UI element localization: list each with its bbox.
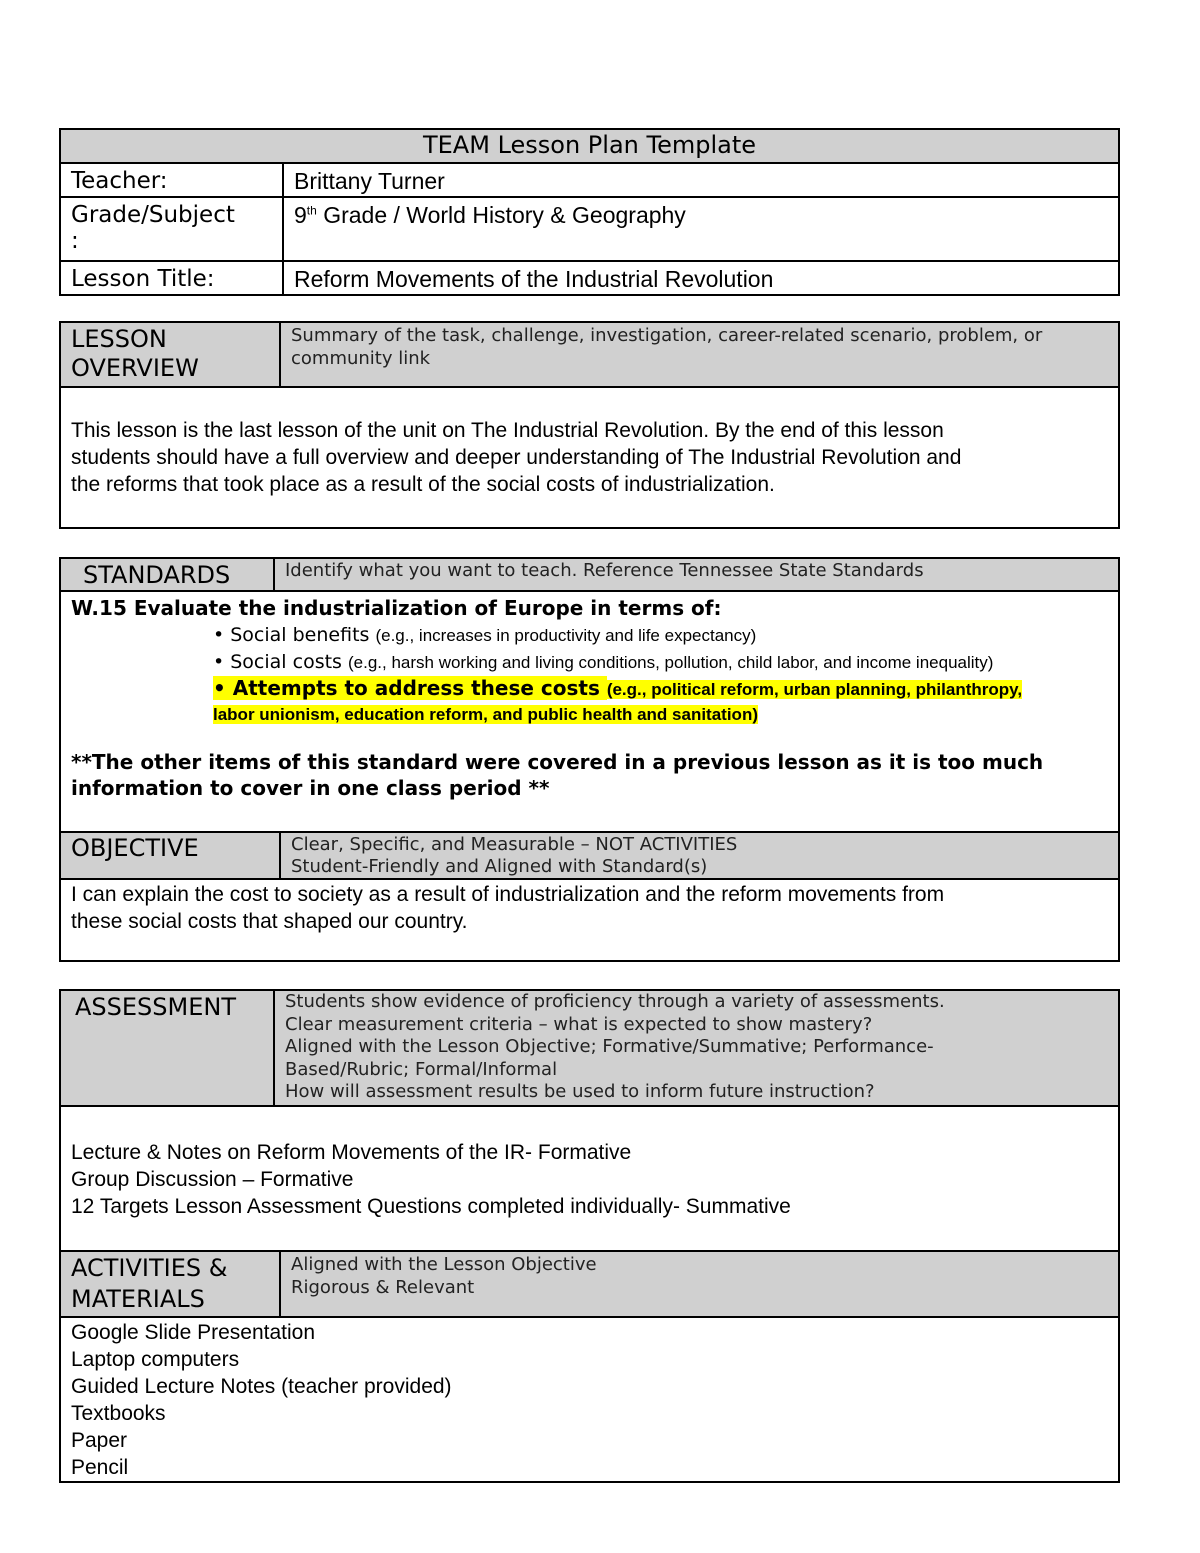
overview-table [59, 321, 1120, 529]
standards-table [59, 557, 1120, 962]
teacher-value: Brittany Turner [283, 163, 1119, 197]
bullet2-small: (e.g., harsh working and living conditions, pollution, child labor, and income inequality) [347, 653, 994, 672]
grade-sup: th [306, 203, 317, 218]
bullet3-small-a: (e.g., political reform, urban planning, philanthropy, [606, 680, 1023, 699]
grade-label-line2: : [71, 228, 79, 254]
material-item: Google Slide Presentation [71, 1321, 315, 1344]
activities-body [60, 1317, 1119, 1482]
standard-bullet [71, 622, 1108, 649]
activities-desc [280, 1251, 1119, 1317]
assessment-line: Group Discussion – Formative [71, 1168, 354, 1191]
standard-title: W.15 Evaluate the industrialization of Europe in terms of: [71, 596, 722, 620]
bullet1-main: • Social benefits [213, 624, 376, 646]
grade-subject-value [283, 197, 1119, 261]
bullet3-main: • Attempts to address these costs [213, 676, 607, 700]
activities-heading-line1: ACTIVITIES & [71, 1254, 228, 1282]
lesson-title-value: Reform Movements of the Industrial Revolution [283, 261, 1119, 295]
overview-line: students should have a full overview and deeper understanding of The Industrial Revolution and [71, 446, 962, 469]
assessment-desc-line: Clear measurement criteria – what is expected to show mastery? [285, 1013, 873, 1035]
overview-line: the reforms that took place as a result of the social costs of industrialization. [71, 473, 775, 496]
objective-body [60, 879, 1119, 961]
template-title: TEAM Lesson Plan Template [60, 129, 1119, 163]
objective-line: I can explain the cost to society as a result of industrialization and the reform movements from [71, 883, 945, 906]
overview-body [60, 387, 1119, 528]
assessment-body [60, 1106, 1119, 1251]
objective-desc-line1: Clear, Specific, and Measurable – NOT ACTIVITIES [291, 834, 738, 855]
standard-bullet-highlighted [71, 676, 1108, 727]
grade-rest: Grade / World History & Geography [316, 202, 686, 228]
overview-desc: Summary of the task, challenge, investigation, career-related scenario, problem, or community link [280, 322, 1119, 387]
standards-body [60, 591, 1119, 832]
bullet3-small-b: labor unionism, education reform, and public health and sanitation) [213, 705, 758, 724]
assessment-line: 12 Targets Lesson Assessment Questions completed individually- Summative [71, 1195, 791, 1218]
objective-line: these social costs that shaped our country. [71, 910, 468, 933]
activities-heading-line2: MATERIALS [71, 1285, 205, 1313]
assessment-desc [274, 990, 1119, 1106]
assessment-desc-line: Students show evidence of proficiency through a variety of assessments. [285, 991, 945, 1012]
material-item: Paper [71, 1429, 128, 1452]
assessment-desc-line: How will assessment results be used to inform future instruction? [285, 1081, 875, 1102]
standards-desc: Identify what you want to teach. Reference Tennessee State Standards [274, 558, 1119, 591]
objective-desc-line2: Student-Friendly and Aligned with Standard(s) [291, 856, 708, 877]
assessment-desc-line: Aligned with the Lesson Objective; Formative/Summative; Performance- [285, 1036, 934, 1057]
material-item: Textbooks [71, 1402, 166, 1425]
objective-heading: OBJECTIVE [60, 832, 280, 879]
activities-desc-line1: Aligned with the Lesson Objective [291, 1254, 597, 1275]
teacher-label: Teacher: [60, 163, 283, 197]
bullet2-main: • Social costs [213, 651, 348, 673]
standard-note-line1: **The other items of this standard were covered in a previous lesson as it is too much [71, 750, 1044, 774]
material-item: Laptop computers [71, 1348, 240, 1371]
assessment-heading: ASSESSMENT [60, 990, 274, 1106]
header-table [59, 128, 1120, 296]
bullet1-small: (e.g., increases in productivity and life expectancy) [375, 626, 757, 645]
standards-heading: STANDARDS [60, 558, 274, 591]
lesson-title-label: Lesson Title: [60, 261, 283, 295]
assessment-table [59, 989, 1120, 1483]
activities-heading [60, 1251, 280, 1317]
grade-number: 9 [294, 202, 307, 228]
objective-desc [280, 832, 1119, 879]
overview-heading: LESSON OVERVIEW [60, 322, 280, 387]
grade-label-line1: Grade/Subject [71, 202, 235, 228]
activities-desc-line2: Rigorous & Relevant [291, 1277, 475, 1298]
standard-note-line2: information to cover in one class period ** [71, 776, 550, 800]
assessment-line: Lecture & Notes on Reform Movements of the IR- Formative [71, 1141, 632, 1164]
standard-bullet [71, 649, 1108, 676]
grade-subject-label [60, 197, 283, 261]
material-item: Guided Lecture Notes (teacher provided) [71, 1375, 452, 1398]
material-item: Pencil [71, 1456, 129, 1479]
overview-line: This lesson is the last lesson of the unit on The Industrial Revolution. By the end of this lesson [71, 419, 944, 442]
assessment-desc-line: Based/Rubric; Formal/Informal [285, 1058, 558, 1080]
